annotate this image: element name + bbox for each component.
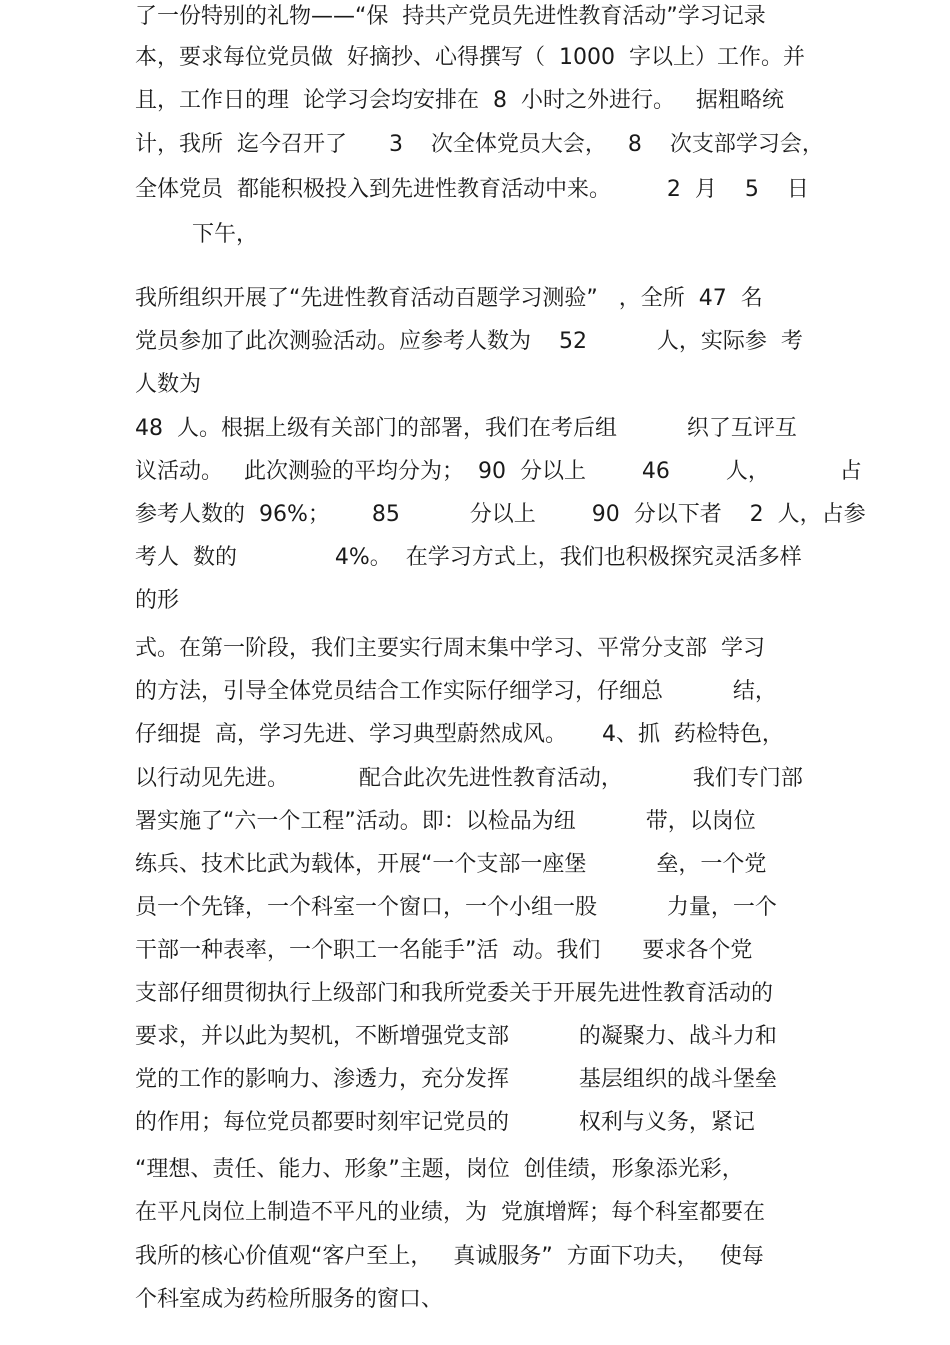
text-line: 练兵、技术比武为载体，开展“一个支部一座堡 垒，一个党 bbox=[135, 852, 767, 877]
text-line: 以行动见先进。 配合此次先进性教育活动， 我们专门部 bbox=[135, 766, 803, 791]
text-line: 48 人。根据上级有关部门的部署，我们在考后组 织了互评互 bbox=[135, 416, 797, 441]
text-line: 议活动。 此次测验的平均分为； 90 分以上 46 人， 占 bbox=[135, 459, 862, 484]
text-line: 下午， bbox=[192, 222, 259, 247]
text-line: 且，工作日的理 论学习会均安排在 8 小时之外进行。 据粗略统 bbox=[135, 88, 784, 113]
text-line: 了一份特别的礼物——“保 持共产党员先进性教育活动”学习记录 bbox=[135, 4, 766, 29]
text-line: 人数为 bbox=[135, 372, 202, 397]
text-line: 的形 bbox=[135, 588, 180, 613]
text-line: 员一个先锋，一个科室一个窗口，一个小组一股 力量，一个 bbox=[135, 895, 777, 920]
text-line: 我所的核心价值观“客户至上， 真诚服务” 方面下功夫， 使每 bbox=[135, 1244, 764, 1269]
text-line: 式。在第一阶段，我们主要实行周末集中学习、平常分支部 学习 bbox=[135, 636, 765, 661]
text-line: 在平凡岗位上制造不平凡的业绩，为 党旗增辉；每个科室都要在 bbox=[135, 1200, 765, 1225]
text-line: 仔细提 高，学习先进、学习典型蔚然成风。 4、抓 药检特色， bbox=[135, 722, 784, 747]
text-line: 本，要求每位党员做 好摘抄、心得撰写（ 1000 字以上）工作。并 bbox=[135, 45, 805, 70]
text-line: 的方法，引导全体党员结合工作实际仔细学习，仔细总 结， bbox=[135, 679, 777, 704]
text-line: 计，我所 迄今召开了 3 次全体党员大会， 8 次支部学习会， bbox=[135, 132, 824, 157]
text-line: 支部仔细贯彻执行上级部门和我所党委关于开展先进性教育活动的 bbox=[135, 981, 774, 1006]
text-line: 党的工作的影响力、渗透力，充分发挥 基层组织的战斗堡垒 bbox=[135, 1067, 777, 1092]
text-line: 党员参加了此次测验活动。应参考人数为 52 人，实际参 考 bbox=[135, 329, 803, 354]
text-line: “理想、责任、能力、形象”主题，岗位 创佳绩，形象添光彩， bbox=[135, 1157, 744, 1182]
text-line: 参考人数的 96%； 85 分以上 90 分以下者 2 人，占参 bbox=[135, 502, 866, 527]
text-line: 的作用；每位党员都要时刻牢记党员的 权利与义务，紧记 bbox=[135, 1110, 755, 1135]
text-line: 署实施了“六一个工程”活动。即：以检品为纽 带，以岗位 bbox=[135, 809, 756, 834]
text-line: 我所组织开展了“先进性教育活动百题学习测验” ，全所 47 名 bbox=[135, 286, 763, 311]
text-line: 干部一种表率，一个职工一名能手”活 动。我们 要求各个党 bbox=[135, 938, 753, 963]
text-line: 要求，并以此为契机，不断增强党支部 的凝聚力、战斗力和 bbox=[135, 1024, 777, 1049]
text-line: 个科室成为药检所服务的窗口、 bbox=[135, 1287, 444, 1312]
text-line: 全体党员 都能积极投入到先进性教育活动中来。 2 月 5 日 bbox=[135, 177, 809, 202]
text-line: 考人 数的 4%。 在学习方式上，我们也积极探究灵活多样 bbox=[135, 545, 802, 570]
